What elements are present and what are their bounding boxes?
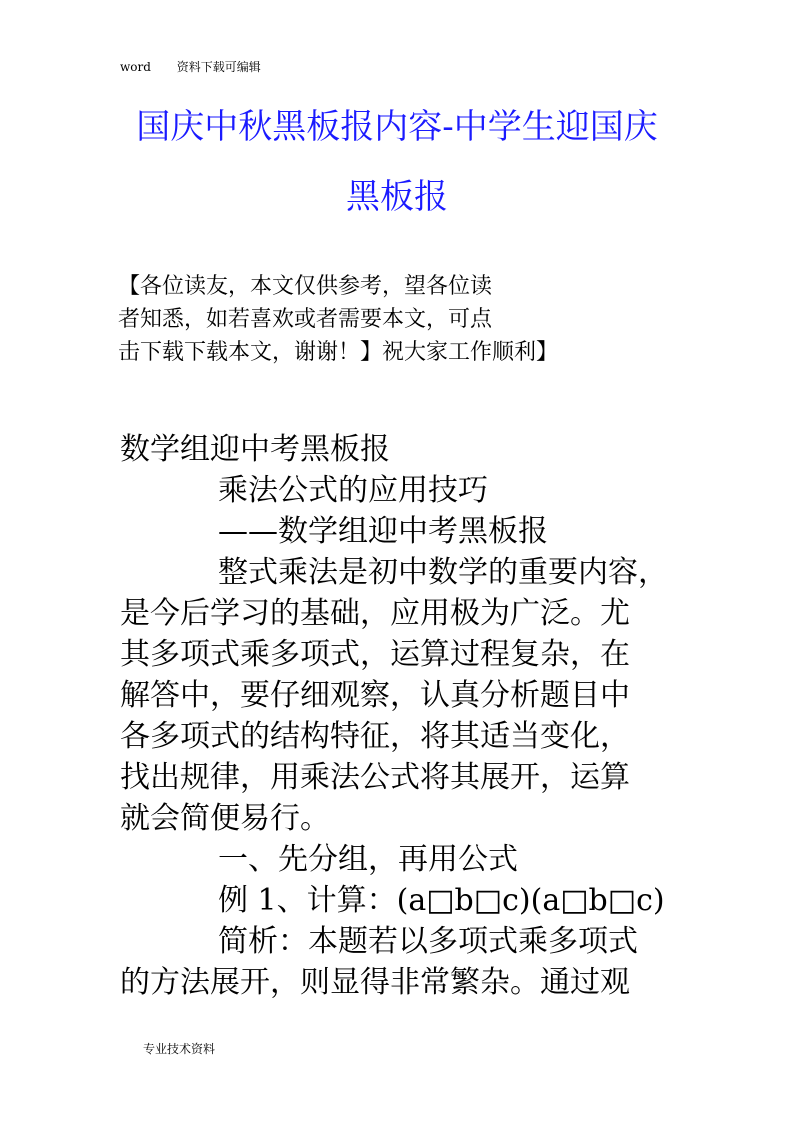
section-heading: 数学组迎中考黑板报 <box>120 432 390 467</box>
paragraph-line: 简析：本题若以多项式乘多项式 <box>218 924 638 959</box>
paragraph-line: 找出规律，用乘法公式将其展开，运算 <box>120 760 630 795</box>
paragraph-line: 各多项式的结构特征，将其适当变化， <box>120 719 630 754</box>
paragraph-line: 是今后学习的基础，应用极为广泛。尤 <box>120 596 630 631</box>
document-title <box>110 92 684 232</box>
notice-line: 击下载下载本文，谢谢！】祝大家工作顺利】 <box>118 340 559 365</box>
paragraph-line: 就会简便易行。 <box>120 801 330 836</box>
notice-line: 者知悉，如若喜欢或者需要本文，可点 <box>118 307 493 332</box>
paragraph-line: 解答中，要仔细观察，认真分析题目中 <box>120 678 630 713</box>
article-byline: ——数学组迎中考黑板报 <box>218 514 548 549</box>
page-footer: 专业技术资料 <box>143 1042 216 1056</box>
title-line-2: 黑板报 <box>346 177 448 217</box>
title-line-1: 国庆中秋黑板报内容-中学生迎国庆 <box>136 107 658 147</box>
header-word: word <box>120 60 151 74</box>
header-text: 资料下载可编辑 <box>176 60 261 74</box>
notice-block <box>118 270 678 369</box>
notice-line: 【各位读友，本文仅供参考，望各位读 <box>118 274 493 299</box>
page-header <box>120 58 283 75</box>
section-title: 一、先分组，再用公式 <box>218 842 518 877</box>
paragraph-line: 整式乘法是初中数学的重要内容， <box>218 555 668 590</box>
paragraph-line: 的方法展开，则显得非常繁杂。通过观 <box>120 965 630 1000</box>
article-subtitle: 乘法公式的应用技巧 <box>218 473 488 508</box>
example-line: 例 1、计算：(a□b□c)(a□b□c) <box>218 883 665 918</box>
paragraph-line: 其多项式乘多项式，运算过程复杂，在 <box>120 637 630 672</box>
article-body <box>120 429 680 1003</box>
